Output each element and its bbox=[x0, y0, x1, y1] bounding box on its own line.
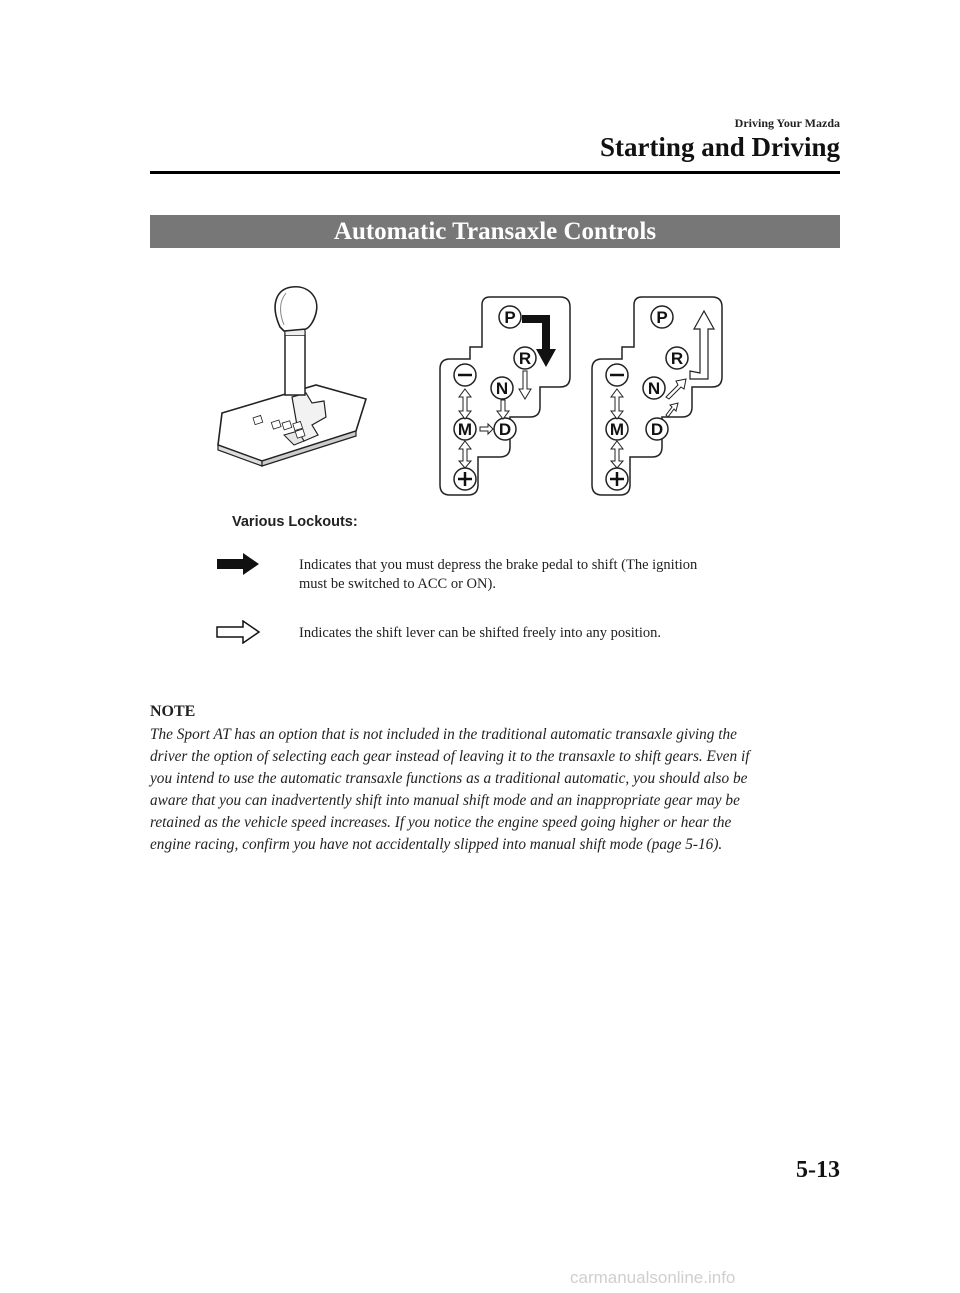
note-line: retained as the vehicle speed increases. If you notice the engine speed going higher or hear the bbox=[150, 814, 732, 831]
watermark: carmanualsonline.info bbox=[570, 1268, 736, 1287]
note-body bbox=[150, 724, 840, 856]
gate-label-r-right: R bbox=[670, 349, 684, 368]
note-line: engine racing, confirm you have not accidentally slipped into manual shift mode (page 5-16). bbox=[150, 836, 723, 853]
gate-label-p: P bbox=[504, 308, 516, 327]
shift-lever-illustration bbox=[218, 287, 366, 466]
solid-arrow-icon bbox=[215, 552, 261, 576]
note-line: The Sport AT has an option that is not included in the traditional automatic transaxle giving the bbox=[150, 726, 737, 743]
shift-pattern-illustration bbox=[200, 285, 740, 505]
running-header-section: Driving Your Mazda bbox=[734, 116, 840, 130]
gate-label-n-right: N bbox=[647, 379, 661, 398]
shift-gate-diagram-right bbox=[592, 297, 722, 495]
gate-label-d-right: D bbox=[650, 420, 664, 439]
gate-label-m: M bbox=[457, 420, 473, 439]
note-line: you intend to use the automatic transaxle functions as a traditional automatic, you should also be bbox=[150, 770, 748, 787]
outline-arrow-icon bbox=[215, 620, 261, 644]
running-header-title: Starting and Driving bbox=[599, 132, 840, 162]
header-divider bbox=[150, 171, 840, 174]
gate-label-d: D bbox=[498, 420, 512, 439]
lockouts-legend-title: Various Lockouts: bbox=[232, 514, 358, 530]
note-heading: NOTE bbox=[150, 703, 196, 720]
gate-label-n: N bbox=[495, 379, 509, 398]
page-number: 5-13 bbox=[796, 1157, 840, 1183]
section-banner: Automatic Transaxle Controls bbox=[150, 215, 840, 248]
legend-solid-arrow-line2: must be switched to ACC or ON). bbox=[299, 576, 496, 592]
gate-label-m-right: M bbox=[609, 420, 625, 439]
note-line: aware that you can inadvertently shift into manual shift mode and an inappropriate gear may be bbox=[150, 792, 740, 809]
gate-label-p-right: P bbox=[656, 308, 668, 327]
shift-gate-diagram-left bbox=[440, 297, 570, 495]
note-line: driver the option of selecting each gear instead of leaving it to the transaxle to shift gears. Even if bbox=[150, 748, 750, 765]
legend-solid-arrow-line1: Indicates that you must depress the brake pedal to shift (The ignition bbox=[299, 557, 698, 573]
legend-outline-arrow-line1: Indicates the shift lever can be shifted freely into any position. bbox=[299, 625, 661, 641]
gate-label-r: R bbox=[518, 349, 532, 368]
